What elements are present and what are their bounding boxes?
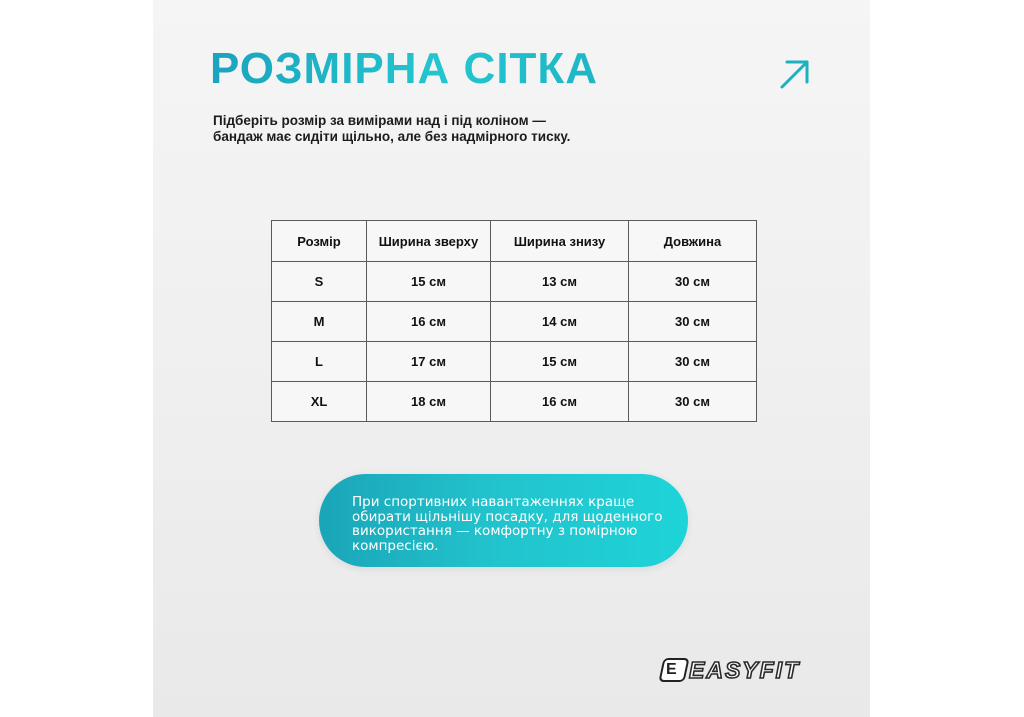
tip-callout (319, 474, 688, 567)
cell-bottom-width: 13 см (491, 262, 629, 302)
cell-top-width: 16 см (367, 302, 491, 342)
header-bottom-width: Ширина знизу (491, 221, 629, 262)
size-table (271, 220, 757, 422)
cell-length: 30 см (629, 342, 757, 382)
size-chart-card (153, 0, 870, 717)
cell-size: S (272, 262, 367, 302)
header-size: Розмір (272, 221, 367, 262)
cell-bottom-width: 15 см (491, 342, 629, 382)
cell-length: 30 см (629, 382, 757, 422)
logo-wordmark: EASYFIT (689, 657, 801, 683)
table-row (272, 262, 757, 302)
brand-logo (661, 656, 811, 688)
size-table-wrapper (271, 220, 757, 422)
cell-size: M (272, 302, 367, 342)
logo-badge (658, 658, 689, 682)
table-row (272, 382, 757, 422)
table-row (272, 342, 757, 382)
header-top-width: Ширина зверху (367, 221, 491, 262)
cell-length: 30 см (629, 302, 757, 342)
cell-length: 30 см (629, 262, 757, 302)
cell-bottom-width: 16 см (491, 382, 629, 422)
cell-top-width: 18 см (367, 382, 491, 422)
cell-bottom-width: 14 см (491, 302, 629, 342)
cell-size: XL (272, 382, 367, 422)
cell-top-width: 17 см (367, 342, 491, 382)
table-header-row (272, 221, 757, 262)
tip-text: При спортивних навантаженнях краще обирати щільнішу посадку, для щоденного використання — комфортну з помірною компресією. (352, 494, 663, 554)
page-title: РОЗМІРНА СІТКА (210, 44, 599, 93)
table-row (272, 302, 757, 342)
cell-top-width: 15 см (367, 262, 491, 302)
cell-size: L (272, 342, 367, 382)
intro-text: Підберіть розмір за вимірами над і під коліном — бандаж має сидіти щільно, але без надмірного тиску. (213, 113, 571, 144)
header-length: Довжина (629, 221, 757, 262)
logo-badge-letter: E (666, 661, 677, 678)
arrow-up-right-icon (777, 56, 813, 92)
